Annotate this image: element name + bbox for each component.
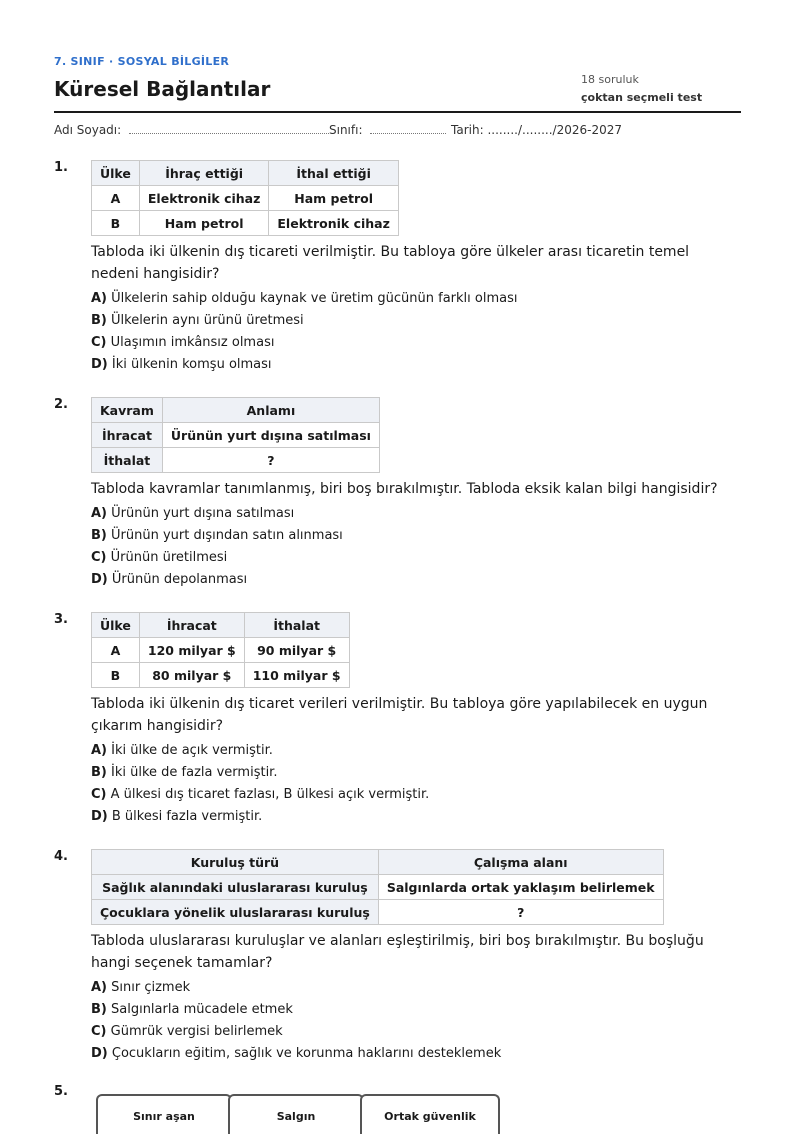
option-text: Salgınlarla mücadele etmek	[111, 1002, 293, 1017]
table-cell: 80 milyar $	[139, 663, 244, 688]
option-b[interactable]	[91, 310, 741, 332]
option-letter: A)	[91, 291, 108, 306]
concept-card: Sınır aşan	[96, 1094, 232, 1134]
question-stem: Tabloda iki ülkenin dış ticareti verilmiştir. Bu tabloya göre ülkeler arası ticaretin temel nedeni hangisidir?	[91, 244, 690, 282]
option-text: İki ülkenin komşu olması	[111, 357, 272, 372]
table-cell: ?	[162, 448, 379, 473]
table-cell: İhracat	[92, 423, 163, 448]
option-b[interactable]	[91, 762, 741, 784]
table-header: Ülke	[92, 161, 140, 186]
option-letter: C)	[91, 787, 107, 802]
name-field	[54, 123, 329, 137]
table-header: İthal ettiği	[269, 161, 399, 186]
option-letter: A)	[91, 743, 108, 758]
option-text: Gümrük vergisi belirlemek	[110, 1024, 283, 1039]
table-header: İhracat	[139, 613, 244, 638]
table-cell: Ham petrol	[139, 211, 269, 236]
table-row	[92, 663, 350, 688]
option-a[interactable]	[91, 740, 741, 762]
table-row	[92, 900, 664, 925]
table-cell: A	[92, 638, 140, 663]
concept-card: Ortak güvenlik	[360, 1094, 500, 1134]
option-letter: D)	[91, 357, 108, 372]
question-number: 3.	[54, 612, 68, 627]
option-text: B ülkesi fazla vermiştir.	[111, 809, 263, 824]
option-d[interactable]	[91, 569, 741, 591]
option-letter: B)	[91, 313, 107, 328]
concept-card: Salgın	[228, 1094, 364, 1134]
table-cell: 120 milyar $	[139, 638, 244, 663]
test-type: çoktan seçmeli test	[581, 91, 703, 104]
subject-label: 7. SINIF · SOSYAL BİLGİLER	[54, 55, 230, 68]
table-cell: B	[92, 211, 140, 236]
option-text: Ürünün yurt dışına satılması	[111, 506, 295, 521]
table-row	[92, 638, 350, 663]
option-text: İki ülke de açık vermiştir.	[111, 743, 273, 758]
table-cell: Elektronik cihaz	[139, 186, 269, 211]
option-d[interactable]	[91, 354, 741, 376]
option-a[interactable]	[91, 288, 741, 310]
table-header: İhraç ettiği	[139, 161, 269, 186]
option-c[interactable]	[91, 547, 741, 569]
table-header: Anlamı	[162, 398, 379, 423]
option-text: Ürünün yurt dışından satın alınması	[111, 528, 343, 543]
option-letter: A)	[91, 506, 108, 521]
question-number: 4.	[54, 849, 68, 864]
question-stem: Tabloda uluslararası kuruluşlar ve alanları eşleştirilmiş, biri boş bırakılmıştır. Bu boşluğu hangi seçenek tamamlar?	[91, 933, 704, 971]
question-table	[91, 612, 350, 688]
option-letter: C)	[91, 1024, 107, 1039]
question-number: 2.	[54, 397, 68, 412]
option-letter: D)	[91, 1046, 108, 1061]
option-text: Ülkelerin sahip olduğu kaynak ve üretim gücünün farklı olması	[111, 291, 518, 306]
table-row	[92, 875, 664, 900]
option-letter: B)	[91, 528, 107, 543]
table-header: Kuruluş türü	[92, 850, 379, 875]
option-c[interactable]	[91, 1021, 741, 1043]
option-text: Ürünün depolanması	[111, 572, 248, 587]
table-cell: İthalat	[92, 448, 163, 473]
class-field	[329, 123, 446, 137]
table-cell: 110 milyar $	[244, 663, 349, 688]
question-stem: Tabloda kavramlar tanımlanmış, biri boş bırakılmıştır. Tabloda eksik kalan bilgi hangisidir?	[91, 481, 718, 497]
table-row	[92, 448, 380, 473]
class-blank	[370, 123, 446, 134]
table-header: İthalat	[244, 613, 349, 638]
question-table	[91, 397, 380, 473]
name-label: Adı Soyadı:	[54, 123, 122, 137]
option-d[interactable]	[91, 806, 741, 828]
option-text: Ulaşımın imkânsız olması	[110, 335, 275, 350]
option-c[interactable]	[91, 784, 741, 806]
table-cell: B	[92, 663, 140, 688]
option-letter: B)	[91, 765, 107, 780]
table-cell: Ham petrol	[269, 186, 399, 211]
option-text: Sınır çizmek	[111, 980, 191, 995]
option-letter: A)	[91, 980, 108, 995]
table-header: Çalışma alanı	[378, 850, 663, 875]
option-letter: D)	[91, 572, 108, 587]
option-text: Çocukların eğitim, sağlık ve korunma haklarını desteklemek	[111, 1046, 502, 1061]
concept-cards	[96, 1094, 516, 1134]
question-table	[91, 160, 399, 236]
option-b[interactable]	[91, 999, 741, 1021]
question-table	[91, 849, 664, 925]
table-row	[92, 211, 399, 236]
table-header: Kavram	[92, 398, 163, 423]
table-cell: Salgınlarda ortak yaklaşım belirlemek	[378, 875, 663, 900]
option-d[interactable]	[91, 1043, 741, 1065]
table-cell: Sağlık alanındaki uluslararası kuruluş	[92, 875, 379, 900]
table-cell: Elektronik cihaz	[269, 211, 399, 236]
table-cell: Ürünün yurt dışına satılması	[162, 423, 379, 448]
option-text: Ülkelerin aynı ürünü üretmesi	[111, 313, 304, 328]
option-text: A ülkesi dış ticaret fazlası, B ülkesi açık vermiştir.	[110, 787, 430, 802]
date-field	[451, 123, 622, 137]
option-letter: D)	[91, 809, 108, 824]
name-blank	[129, 123, 329, 134]
table-cell: Çocuklara yönelik uluslararası kuruluş	[92, 900, 379, 925]
table-header: Ülke	[92, 613, 140, 638]
page-title: Küresel Bağlantılar	[54, 77, 271, 101]
question-number: 5.	[54, 1084, 68, 1099]
table-cell: A	[92, 186, 140, 211]
test-meta	[581, 71, 741, 107]
question-stem: Tabloda iki ülkenin dış ticaret verileri verilmiştir. Bu tabloya göre yapılabilecek en uygun çıkarım hangisidir?	[91, 696, 708, 734]
option-letter: C)	[91, 550, 107, 565]
table-cell: ?	[378, 900, 663, 925]
option-text: İki ülke de fazla vermiştir.	[111, 765, 278, 780]
class-label: Sınıfı:	[329, 123, 363, 137]
option-letter: C)	[91, 335, 107, 350]
header-divider	[54, 111, 741, 113]
option-letter: B)	[91, 1002, 107, 1017]
option-text: Ürünün üretilmesi	[110, 550, 228, 565]
date-label: Tarih:	[451, 123, 484, 137]
option-b[interactable]	[91, 525, 741, 547]
option-a[interactable]	[91, 503, 741, 525]
option-a[interactable]	[91, 977, 741, 999]
question-count: 18 soruluk	[581, 73, 639, 86]
table-row	[92, 423, 380, 448]
date-value: ......../......../2026-2027	[487, 123, 622, 137]
table-row	[92, 186, 399, 211]
question-number: 1.	[54, 160, 68, 175]
option-c[interactable]	[91, 332, 741, 354]
table-cell: 90 milyar $	[244, 638, 349, 663]
